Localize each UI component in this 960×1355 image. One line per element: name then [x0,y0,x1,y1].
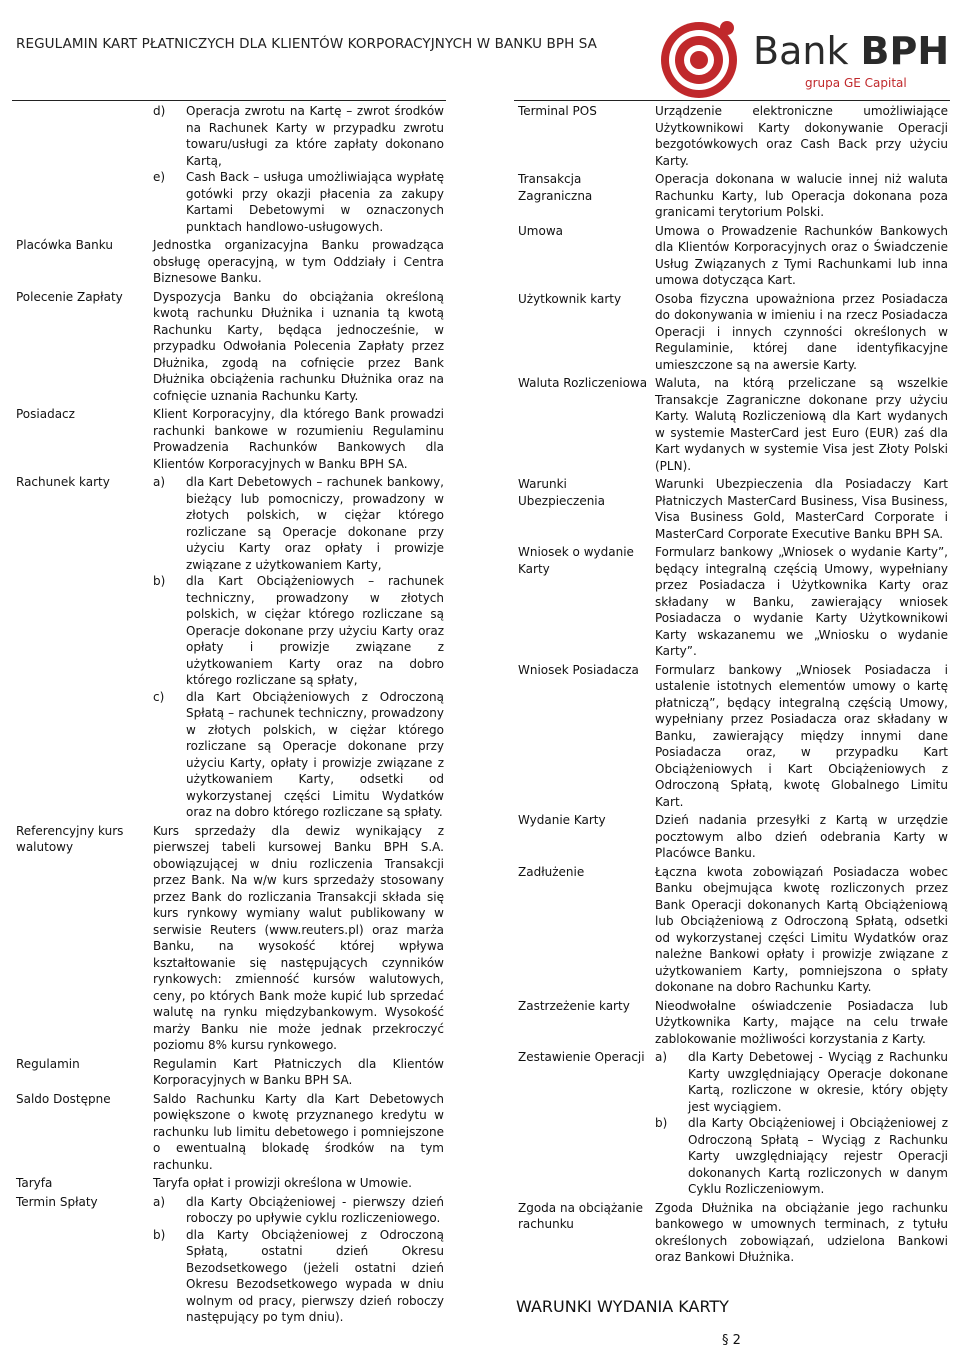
definition-text: Dyspozycja Banku do obciążania określoną kwotą rachunku Dłużnika i uznania tą kwotą Rachunku Karty, będąca jednocześnie, w przypadku Odwołania Polecenia Zapłaty przez Dłużnika, zgodą na cofnięcie przez Bank Dłużnika obciążenia rachunku Dłużnika oraz na cofnięcie uznania Rachunku Karty. [153,289,444,403]
definition-term: Zestawienie Operacji [518,1050,645,1064]
right-definitions-list [514,103,950,1268]
definition-row [514,1049,950,1198]
page-header-title: REGULAMIN KART PŁATNICZYCH DLA KLIENTÓW KORPORACYJNYCH W BANKU BPH SA [16,36,597,52]
left-definitions-list [12,103,446,1328]
list-item-text: dla Karty Obciążeniowej z Odroczoną Spłatą, ostatni dzień Okresu Bezodsetkowego (jeżeli ostatni dzień Okresu Bezodsetkowego wypada w dniu wolnym od pracy, pierwszy dzień roboczy następujący po tym dniu). [186,1227,444,1324]
definition-row [12,1175,446,1192]
definition-row [514,662,950,811]
definition-text: Zgoda Dłużnika na obciążanie jego rachunku bankowego w umownych terminach, z tytułu określonych zobowiązań, udzielona Bankowi oraz Bankowi Dłużnika. [655,1200,948,1264]
definition-row [514,998,950,1048]
definition-list-item [153,103,444,169]
list-item-label: b) [153,1227,166,1242]
definition-row [514,1200,950,1266]
definition-row [514,544,950,660]
definition-row [12,103,446,235]
definition-text: Taryfa opłat i prowizji określona w Umowie. [153,1176,412,1190]
definition-term: Zgoda na obciążanie rachunku [518,1200,643,1231]
definition-row [12,1194,446,1326]
definition-text: Osoba fizyczna upoważniona przez Posiadacza do dokonywania w imieniu i na rzecz Posiadacza Operacji i innych czynności określonych w Regulaminie, której dane identyfikacyjne umieszczone są na awersie Karty. [655,291,948,372]
definition-text [153,1194,446,1326]
definition-list-item [153,689,444,821]
list-item-text: dla Karty Obciążeniowej - pierwszy dzień roboczy po upływie cyklu rozliczeniowego. [186,1194,444,1225]
definition-row [514,812,950,862]
definition-text: Regulamin Kart Płatniczych dla Klientów Korporacyjnych w Banku BPH SA. [153,1056,444,1087]
list-item-text: dla Kart Obciążeniowych z Odroczoną Spłatą – rachunek techniczny, prowadzony w złotych polskich, w ciężar którego rozliczane są Operacje dokonane przy użyciu Karty, opłaty i prowizje związane z użytkowaniem Karty, odsetki od wykorzystanej części Limitu Wydatków oraz na dobro którego rozliczane są spłaty. [186,689,444,819]
definition-list-item [655,1115,948,1198]
definition-term: Rachunek karty [16,475,110,489]
definition-row [514,223,950,289]
list-item-text: dla Kart Obciążeniowych – rachunek techniczny, prowadzony w złotych polskich, w ciężar którego rozliczane są Operacje dokonane przy użyciu Karty oraz opłaty i prowizje związane z użytkowaniem Karty oraz na dobro którego rozliczane są spłaty, [186,574,444,687]
column-top-rule [12,100,446,101]
definition-term: Termin Spłaty [16,1194,98,1209]
definition-text: Nieodwołalne oświadczenie Posiadacza lub Użytkownika Karty, mające na celu trwałe zablokowanie możliwości korzystania z Karty. [655,998,948,1046]
definition-text: Formularz bankowy „Wniosek Posiadacza i ustalenie istotnych elementów umowy o kartę płatniczą”, będący integralną częścią Umowy, wypełniany przez Posiadacza oraz składany w Banku, zawierający między innymi dane Posiadacza oraz, w przypadku Kart Obciążeniowych i Kart Obciążeniowych z Odroczoną Spłatą, kwotę Globalnego Limitu Kart. [655,662,948,809]
list-item-text: Cash Back – usługa umożliwiająca wypłatę gotówki przy okazji płacenia za zakupy Kartami Debetowymi w oznaczonych punktach handlowo-usługowych. [186,170,444,234]
definition-term: Wydanie Karty [518,813,606,827]
list-item-label: e) [153,170,166,184]
definition-term: Posiadacz [16,407,75,421]
definition-text: Umowa o Prowadzenie Rachunków Bankowych dla Klientów Korporacyjnych oraz o Świadczenie Usług Związanych z Tymi Rachunkami lub inna umowa dotycząca Kart. [655,223,948,287]
bank-logo-name: Bank BPH [753,29,950,73]
list-item-label: a) [153,475,166,489]
bank-logo-subtitle: grupa GE Capital [805,76,907,90]
paragraph-number: § 2 [722,1333,741,1348]
definition-text: Kurs sprzedaży dla dewiz wynikający z pierwszej tabeli kursowej Banku BPH S.A. obowiązującej w dniu rozliczenia Transakcji przez Bank. Na w/w kurs sprzedaży stosowany przez Bank do rozliczania Transakcji składa się kurs rynkowy wymiany walut publikowany w serwisie Reuters (www.reuters.pl) oraz marża Banku, na wysokość której wpływa kształtowanie się następujących czynników rynkowych: zmienność kursów walutowych, ceny, po których Bank może kupić lub sprzedać walutę na rynku międzybankowym. Wysokość marży Banku nie może jednak przekroczyć poziomu 8% kursu rynkowego. [153,823,444,1052]
list-item-label: a) [153,1194,166,1209]
definition-term: Referencyjny kurs walutowy [16,823,124,854]
definition-term: Wniosek Posiadacza [518,662,639,677]
definition-text: Waluta, na którą przeliczane są wszelkie Transakcje Zagraniczne dokonane przy użyciu Karty. Walutą Rozliczeniową dla Kart wydanych w systemie MasterCard jest Euro (EUR) zaś dla Kart wydanych w systemie Visa jest Złoty Polski (PLN). [655,376,948,473]
definition-list-item [153,1227,444,1326]
definition-term: Waluta Rozliczeniowa [518,376,648,390]
definition-list-item [153,573,444,689]
bank-logo-icon [655,14,747,102]
bank-logo [655,14,950,104]
definition-text [655,1049,950,1198]
definition-term: Regulamin [16,1056,80,1071]
definition-row [514,476,950,542]
definition-list-item [153,474,444,573]
definition-row [514,103,950,169]
definition-row [12,406,446,472]
definition-row [12,474,446,821]
definition-row [514,864,950,996]
definition-row [12,1056,446,1089]
definition-term: Transakcja Zagraniczna [518,172,593,203]
definition-term: Saldo Dostępne [16,1091,111,1106]
definition-list-item [655,1049,948,1115]
list-item-label: a) [655,1050,668,1064]
row-spacer [12,1326,446,1328]
list-item-label: d) [153,104,166,118]
definition-term: Warunki Ubezpieczenia [518,477,605,508]
definition-text: Klient Korporacyjny, dla którego Bank prowadzi rachunki bankowe w rozumieniu Regulaminu Prowadzenia Rachunków Bankowych dla Klientów Korporacyjnych w Banku BPH SA. [153,407,444,471]
definition-list-item [153,1194,444,1227]
list-item-label: b) [655,1116,668,1130]
section-title: WARUNKI WYDANIA KARTY [516,1297,729,1316]
definition-text: Formularz bankowy „Wniosek o wydanie Karty”, będący integralną częścią Umowy, wypełniany przez Posiadacza i Użytkownika Karty oraz składany w Banku, zawierający wniosek Posiadacza o wydanie Karty Użytkownikowi Karty wskazanemu we „Wniosku o wydanie Karty”. [655,545,948,658]
definition-term: Taryfa [16,1176,53,1190]
definition-row [514,171,950,221]
definition-term [12,103,153,235]
list-item-text: dla Karty Obciążeniowej i Obciążeniowej z Odroczoną Spłatą – Wyciąg z Rachunku Karty uwzględniający rejestr Operacji dokonanych Kartą rozliczonych w danym Cyklu Rozliczeniowym. [688,1116,948,1196]
definition-term: Zastrzeżenie karty [518,998,630,1013]
definition-term: Terminal POS [518,104,597,118]
definition-term: Wniosek o wydanie Karty [518,545,634,576]
definition-row [12,823,446,1054]
definition-row [514,291,950,374]
definition-text: Warunki Ubezpieczenia dla Posiadaczy Kart Płatniczych MasterCard Business, Visa Business, Visa Business Gold, MasterCard Corporate i MasterCard Corporate Executive Banku BPH SA. [655,477,948,541]
list-item-text: dla Kart Debetowych – rachunek bankowy, bieżący lub pomocniczy, prowadzony w złotych polskich, w ciężar którego rozliczane są Operacje dokonane przy użyciu Karty oraz opłaty i prowizje związane z użytkowaniem Karty, [186,475,444,572]
definition-text [153,474,446,821]
definition-text: Urządzenie elektroniczne umożliwiające Użytkownikowi Karty dokonywanie Operacji bezgotówkowych oraz Cash Back przy użyciu Karty. [655,104,948,168]
definition-text: Operacja dokonana w walucie innej niż waluta Rachunku Karty, lub Operacja dokonana poza granicami terytorium Polski. [655,172,948,219]
definition-list-item [153,169,444,235]
definition-row [514,375,950,474]
definition-row [12,289,446,405]
definition-text: Dzień nadania przesyłki z Kartą w urzędzie pocztowym albo dzień odebrania Karty w Placówce Banku. [655,813,948,860]
list-item-label: c) [153,689,165,704]
definition-row [12,237,446,287]
column-top-rule [514,100,950,101]
definition-row [12,1091,446,1174]
definition-term: Użytkownik karty [518,291,622,306]
definition-text: Łączna kwota zobowiązań Posiadacza wobec Banku obejmująca kwotę rozliczonych przez Bank Operacji dokonanych Kartą Obciążeniową lub Obciążeniową z Odroczoną Spłatą, odsetki od wykorzystanej części Limitu Wydatków oraz należne Bankowi opłaty i prowizje związane z użytkowaniem Karty, pomniejszona o spłaty dokonane na dobro Rachunku Karty. [655,864,948,994]
right-definitions-column [514,100,950,1268]
definition-text: Jednostka organizacyjna Banku prowadząca obsługę operacyjną, w tym Oddziały i Centra Biznesowe Banku. [153,238,444,285]
definition-term: Placówka Banku [16,238,113,252]
definition-text [153,103,446,235]
definition-term: Polecenie Zapłaty [16,289,123,304]
list-item-text: dla Karty Debetowej - Wyciąg z Rachunku Karty uwzględniający Operacje dokonane Kartą, rozliczone w okresie, który objęty jest wyciągiem. [688,1050,948,1114]
list-item-label: b) [153,574,166,588]
definition-term: Umowa [518,223,563,238]
definition-text: Saldo Rachunku Karty dla Kart Debetowych powiększone o kwotę przyznanego kredytu w rachunku lub limitu debetowego i pomniejszone o ewentualną blokadę środków na tym rachunku. [153,1091,444,1172]
row-spacer [514,1266,950,1268]
definition-term: Zadłużenie [518,864,585,879]
left-definitions-column [12,100,446,1328]
list-item-text: Operacja zwrotu na Kartę – zwrot środków na Rachunek Karty w przypadku zwrotu towaru/usługi za które zapłaty dokonano Kartą, [186,104,444,168]
